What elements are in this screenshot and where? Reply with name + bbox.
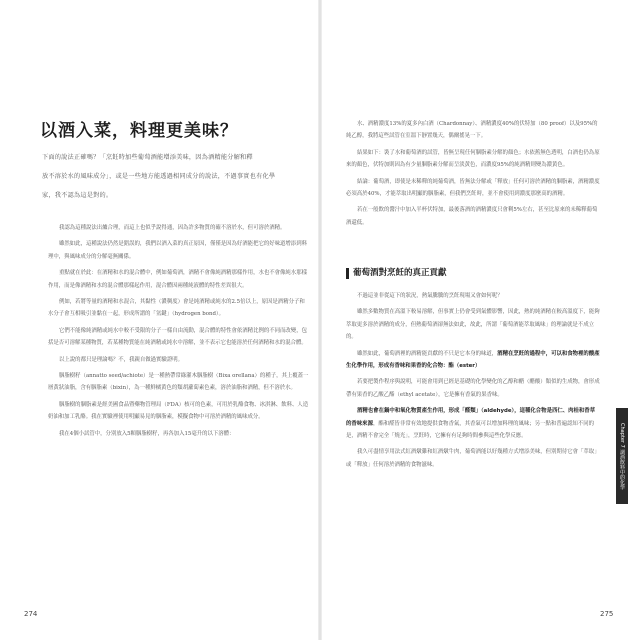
- body-paragraph: 結果如下：裝了水和葡萄酒的試管，皆無呈現任何胭脂素分解的顏色；水依舊無色透明，白酒也仍為原來的顏色，伏特加則因為有少量胭脂素分解而呈淡黃色，而濃度95%的純酒精則變為濃黃色。: [346, 149, 600, 169]
- section-heading: 葡萄酒對烹飪的真正貢獻: [346, 268, 607, 279]
- page-title: 以酒入菜，料理更美味？: [40, 121, 238, 141]
- bold-emphasis: 酒精也會在鍋中和氧化物質產生作用，形成「醛類」（aldehyde），這種化合物是西仁、肉桂和香草的香味來源: [346, 408, 596, 427]
- body-paragraph: 重點就在於此：在酒精和水的混合體中，例如葡萄酒，酒精不會像純酒精那樣作用，水也不會像純水那樣作用，而是像酒精和水的混合體那樣起作用，混合體因兩種純液體的特性差異很大。: [48, 270, 307, 289]
- body-paragraph: 胭脂樹籽（annatto seed/achiote）是一種熱帶常綠灌木胭脂樹（Bixa orellana）的種子，其上覆蓋一層黃狀油脂，含有胭脂素（bixin），為一種鮮橘黃色的類胡蘿蔔素色素，溶於油脂和酒精，但不溶於水。: [48, 373, 309, 392]
- page-number-left: 274: [24, 610, 38, 618]
- page-number-right: 275: [600, 610, 614, 618]
- body-paragraph: 以上說的都只是理論嗎？不，我親自做過實驗證明。: [59, 356, 183, 363]
- body-paragraph: 我在4個小試管中，分別放入5顆胭脂樹籽，再各加入15毫升的以下溶體：: [59, 430, 235, 437]
- lead-line: 放不溶於水的風味成分」，或是一些地方能透過相同成分的說法，不過事實也有化學: [42, 173, 276, 180]
- body-paragraph: 水、酒精濃度13%的夏多內白酒（Chardonnay）、酒精濃度40%的伏特加（80 proof）以及95%的純乙醇，我將這些試管在室溫下靜置幾天，偶爾搖晃一下。: [346, 121, 598, 140]
- bold-emphasis: 酒精在烹飪的過程中，可以和食物裡的酸產生化學作用，形成有香味和果香的化合物：酯（ester）: [346, 350, 600, 370]
- body-paragraph: 我久可盡情享用法式紅酒燉雞和紅酒燉牛肉，葡萄酒能以好幾種方式增添美味，但別期待它會「萃取」或「釋放」任何溶於酒精的食物滋味。: [346, 449, 600, 468]
- right-body-text-top: [346, 118, 600, 233]
- body-paragraph: 胭脂樹的胭脂素是經美國食品暨藥物管理局（FDA）核可的色素，可用於乳酪食物、冰淇淋、飲料、人造奶油和加工乳酪。我在實驗裡使用明顯易見的胭脂素，模擬食物中可溶於酒精的風味成分。: [48, 401, 309, 421]
- body-paragraph: 它們不能像純酒精或純水中較不受限的分子一樣自由流動，混合體的特性會依酒精比例的不同而改變，包括是否可溶解某種物質，若某種物質能在純酒精或純水中溶解，並不表示它也能溶於任何酒精和水的混合體。: [48, 327, 307, 347]
- lead-line: 下面的說法正確嗎？「烹飪時加些葡萄酒能增添美味，因為酒精能分解和釋: [42, 154, 253, 161]
- body-paragraph: 我認為這種說法出爐合理，而這上也似乎說得通，因為許多物質的確不溶於水，但可溶於酒精。: [59, 225, 286, 231]
- body-paragraph: [346, 405, 600, 442]
- lead-line: 家，我不認為這是對的。: [42, 192, 113, 199]
- right-body-text-bottom: [346, 290, 600, 475]
- body-paragraph: 結論：葡萄酒，即使是未稀釋的純葡萄酒，皆無法分解或「釋放」任何可溶於酒精的胭脂素，酒精濃度必須高於40%，才能萃取出明顯的胭脂素，但我們烹飪時，並不會使用到濃度那麼高的酒精。: [346, 178, 600, 198]
- left-body-text: [48, 222, 310, 444]
- body-paragraph: 若要把製作程序與說明，可能會用到已經是基礎的化學變化的乙醇和醋（醋酸）類似的生成物，會形成帶有果香的乙酸乙酯（ethyl acetate），它是擁有香氣的果香味。: [346, 379, 600, 398]
- body-paragraph: 雖然多數物質在高溫下較易溶解，但事實上仍會受到氣體影響，因此，熱的純酒精在較高溫度下，能夠萃取更多溶於酒精的成分，但熱葡萄酒卻無法如此，故此，所謂「葡萄酒能萃取風味」的理論就是不成立的。: [346, 309, 600, 341]
- body-paragraph: [346, 348, 600, 373]
- chapter-side-tab: Chapter 7 調酒飲料中的化學: [616, 408, 628, 504]
- body-run: ，酯和醛皆非常有效地提供食物香氣，其香氣可以增加料理的風味；另一點和普遍認知不同的是，酒精不會完全「燒光」，烹飪時，它擁有有足夠時間參與這些化學反應。: [346, 420, 594, 440]
- body-paragraph: 例如，若將等量的酒精和水混合，其黏性（濃稠度）會是純酒精或純水的2.5倍以上，原因是酒精分子和水分子會互相吸引並黏在一起，形成所謂的「氫鍵」（hydrogen bond）。: [48, 299, 305, 318]
- lead-paragraph: [42, 150, 310, 207]
- body-paragraph: 若在一般飲的醬汁中加入半杯伏特加，最後落酒的酒精濃度只會剩5%左右，甚至比原來的未稀釋葡萄酒還低。: [346, 207, 598, 226]
- body-paragraph: 雖然如此，這種說法仍然是錯誤的，我們以酒入菜的真正原因，僅僅是因為好酒能把它的好味道增添到料理中，與風味成分的分解毫無關係。: [48, 241, 307, 260]
- body-paragraph: 不過這並非從這下的狀況，熱氣騰騰的烹飪現場又會如何呢？: [357, 293, 503, 299]
- body-run: 雖然如此，葡萄酒裡的酒精能貢獻的不只是它本身的味道，: [357, 350, 498, 357]
- left-page: [0, 0, 318, 640]
